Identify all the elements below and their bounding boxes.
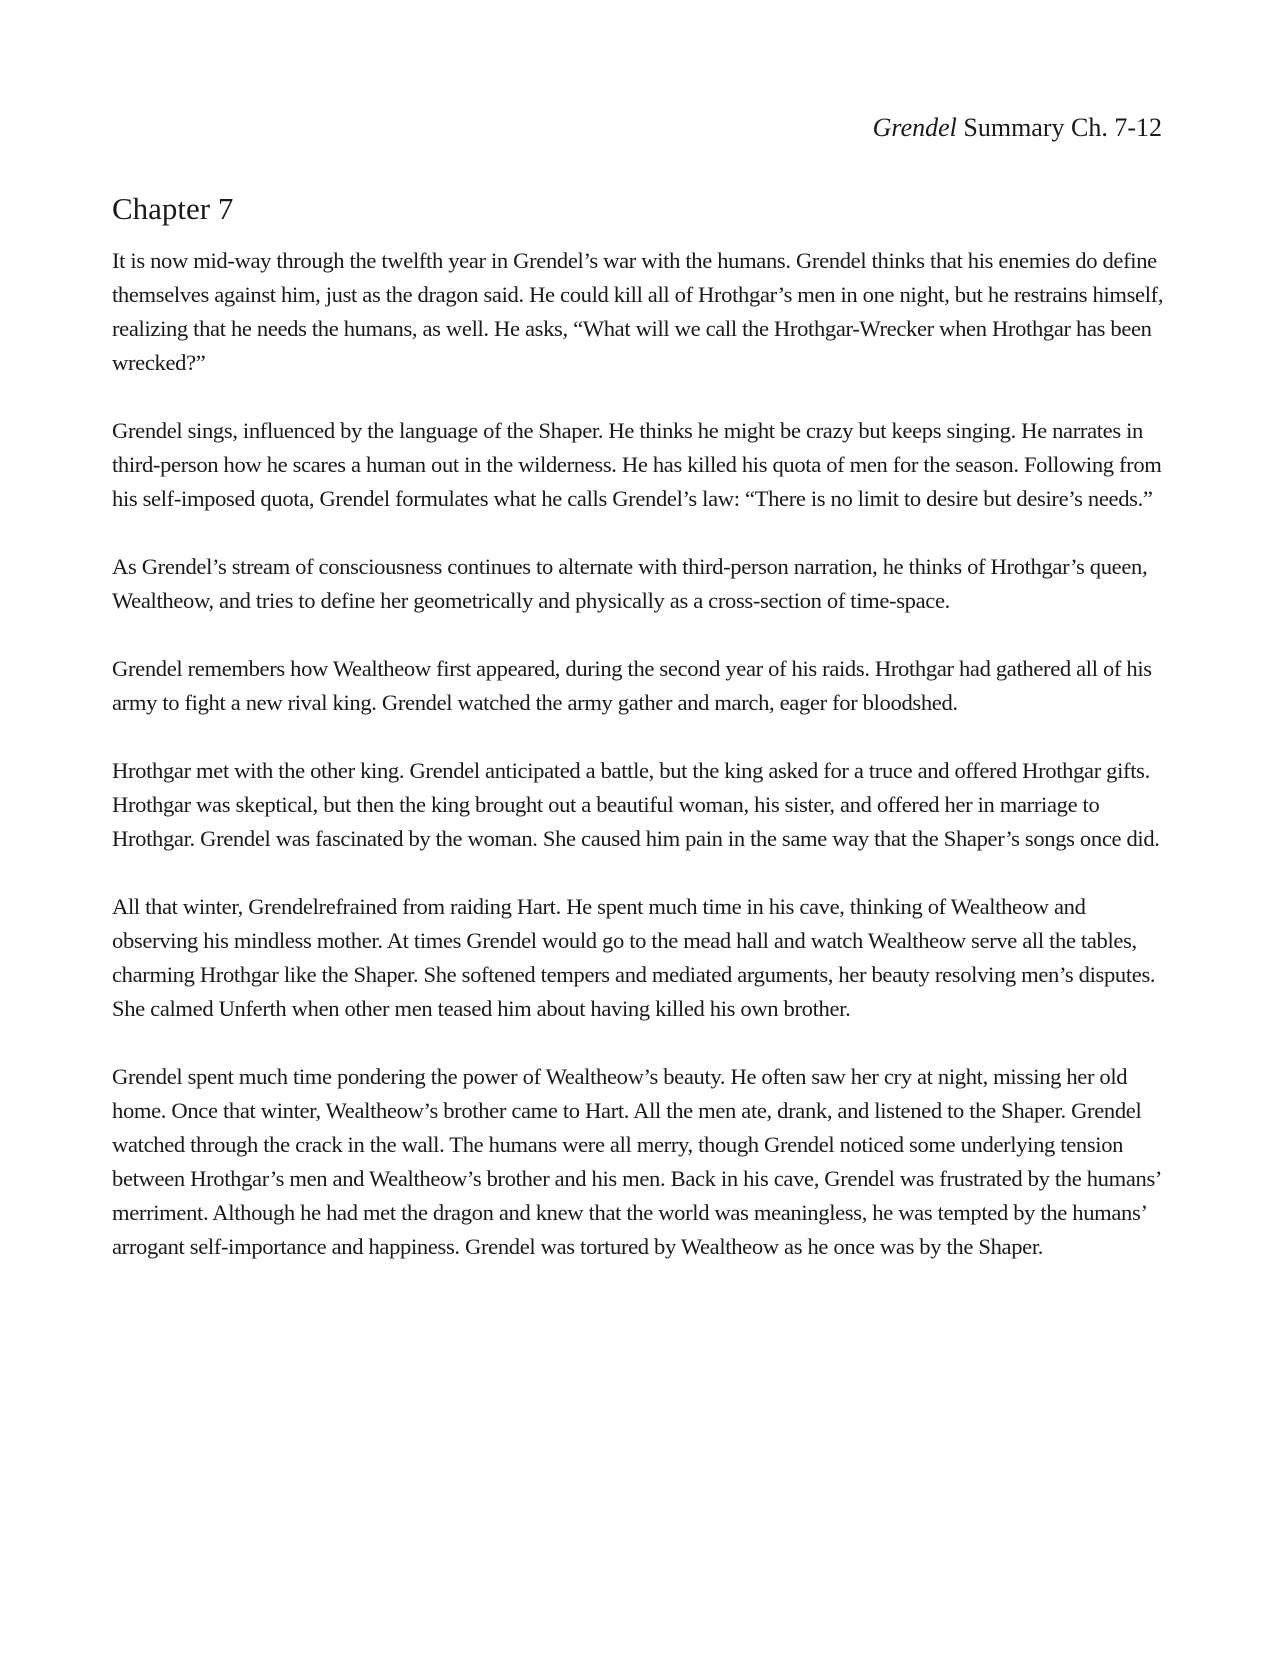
running-header xyxy=(873,112,1162,144)
paragraph-2: Grendel sings, influenced by the language of the Shaper. He thinks he might be crazy but keeps singing. He narrates in third-person how he scares a human out in the wilderness. He has killed his quota of men for the season. Following from his self-imposed quota, Grendel formulates what he calls Grendel’s law: “There is no limit to desire but desire’s needs.” xyxy=(112,418,1162,511)
paragraph-3: As Grendel’s stream of consciousness continues to alternate with third-person narration, he thinks of Hrothgar’s queen, Wealtheow, and tries to define her geometrically and physically as a cross-section of time-space. xyxy=(112,554,1148,613)
chapter-body xyxy=(112,244,1164,1298)
header-subtitle: Summary Ch. 7-12 xyxy=(956,113,1162,142)
paragraph-4: Grendel remembers how Wealtheow first appeared, during the second year of his raids. Hrothgar had gathered all of his army to fight a new rival king. Grendel watched the army gather and march, eager for bloodshed. xyxy=(112,656,1152,715)
chapter-heading: Chapter 7 xyxy=(112,191,234,226)
paragraph-5: Hrothgar met with the other king. Grendel anticipated a battle, but the king asked for a truce and offered Hrothgar gifts. Hrothgar was skeptical, but then the king brought out a beautiful woman, his sister, and offered her in marriage to Hrothgar. Grendel was fascinated by the woman. She caused him pain in the same way that the Shaper’s songs once did. xyxy=(112,758,1160,851)
paragraph-1: It is now mid-way through the twelfth year in Grendel’s war with the humans. Grendel thinks that his enemies do define themselves against him, just as the dragon said. He could kill all of Hrothgar’s men in one night, but he restrains himself, realizing that he needs the humans, as well. He asks, “What will we call the Hrothgar-Wrecker when Hrothgar has been wrecked?” xyxy=(112,248,1164,375)
paragraph-7: Grendel spent much time pondering the power of Wealtheow’s beauty. He often saw her cry at night, missing her old home. Once that winter, Wealtheow’s brother came to Hart. All the men ate, drank, and listened to the Shaper. Grendel watched through the crack in the wall. The humans were all merry, though Grendel noticed some underlying tension between Hrothgar’s men and Wealtheow’s brother and his men. Back in his cave, Grendel was frustrated by the humans’ merriment. Although he had met the dragon and knew that the world was meaningless, he was tempted by the humans’ arrogant self-importance and happiness. Grendel was tortured by Wealtheow as he once was by the Shaper. xyxy=(112,1064,1161,1259)
header-book-title: Grendel xyxy=(872,113,957,142)
paragraph-6: All that winter, Grendelrefrained from raiding Hart. He spent much time in his cave, thinking of Wealtheow and observing his mindless mother. At times Grendel would go to the mead hall and watch Wealtheow serve all the tables, charming Hrothgar like the Shaper. She softened tempers and mediated arguments, her beauty resolving men’s disputes. She calmed Unferth when other men teased him about having killed his own brother. xyxy=(112,894,1156,1021)
